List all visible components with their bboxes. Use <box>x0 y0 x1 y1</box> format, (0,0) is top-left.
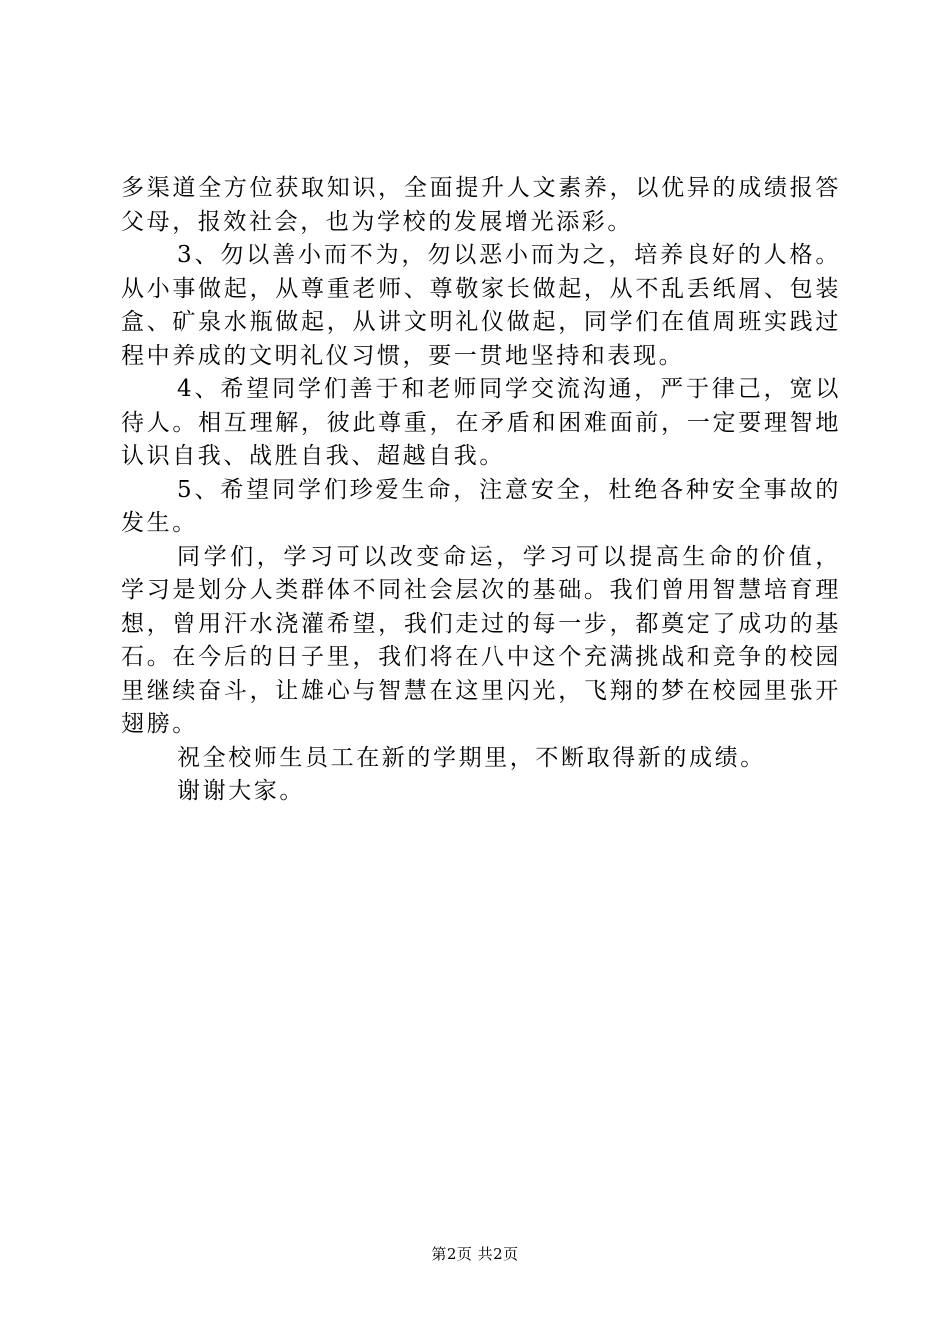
paragraph-item-4: 4、希望同学们善于和老师同学交流沟通，严于律己，宽以待人。相互理解，彼此尊重，在矛盾和困难面前，一定要理智地认识自我、战胜自我、超越自我。 <box>121 376 841 469</box>
paragraph-continuation: 多渠道全方位获取知识，全面提升人文素养，以优异的成绩报答父母，报效社会，也为学校的发展增光添彩。 <box>121 175 841 235</box>
document-body <box>121 172 841 809</box>
paragraph-wishes: 祝全校师生员工在新的学期里，不断取得新的成绩。 <box>177 744 766 771</box>
paragraph-thanks: 谢谢大家。 <box>177 778 305 804</box>
paragraph-item-5: 5、希望同学们珍爱生命，注意安全，杜绝各种安全事故的发生。 <box>121 476 841 536</box>
paragraph-item-3: 3、勿以善小而不为，勿以恶小而为之，培养良好的人格。从小事做起，从尊重老师、尊敬家长做起，从不乱丢纸屑、包装盒、矿泉水瓶做起，从讲文明礼仪做起，同学们在值周班实践过程中养成的文明礼仪习惯，要一贯地坚持和表现。 <box>121 242 841 369</box>
page-footer <box>0 1244 950 1264</box>
page-number-label: 第2页 共2页 <box>431 1245 519 1263</box>
paragraph-closing: 同学们，学习可以改变命运，学习可以提高生命的价值，学习是划分人类群体不同社会层次的基础。我们曾用智慧培育理想，曾用汗水浇灌希望，我们走过的每一步，都奠定了成功的基石。在今后的日子里，我们将在八中这个充满挑战和竞争的校园里继续奋斗，让雄心与智慧在这里闪光，飞翔的梦在校园里张开翅膀。 <box>121 543 841 737</box>
